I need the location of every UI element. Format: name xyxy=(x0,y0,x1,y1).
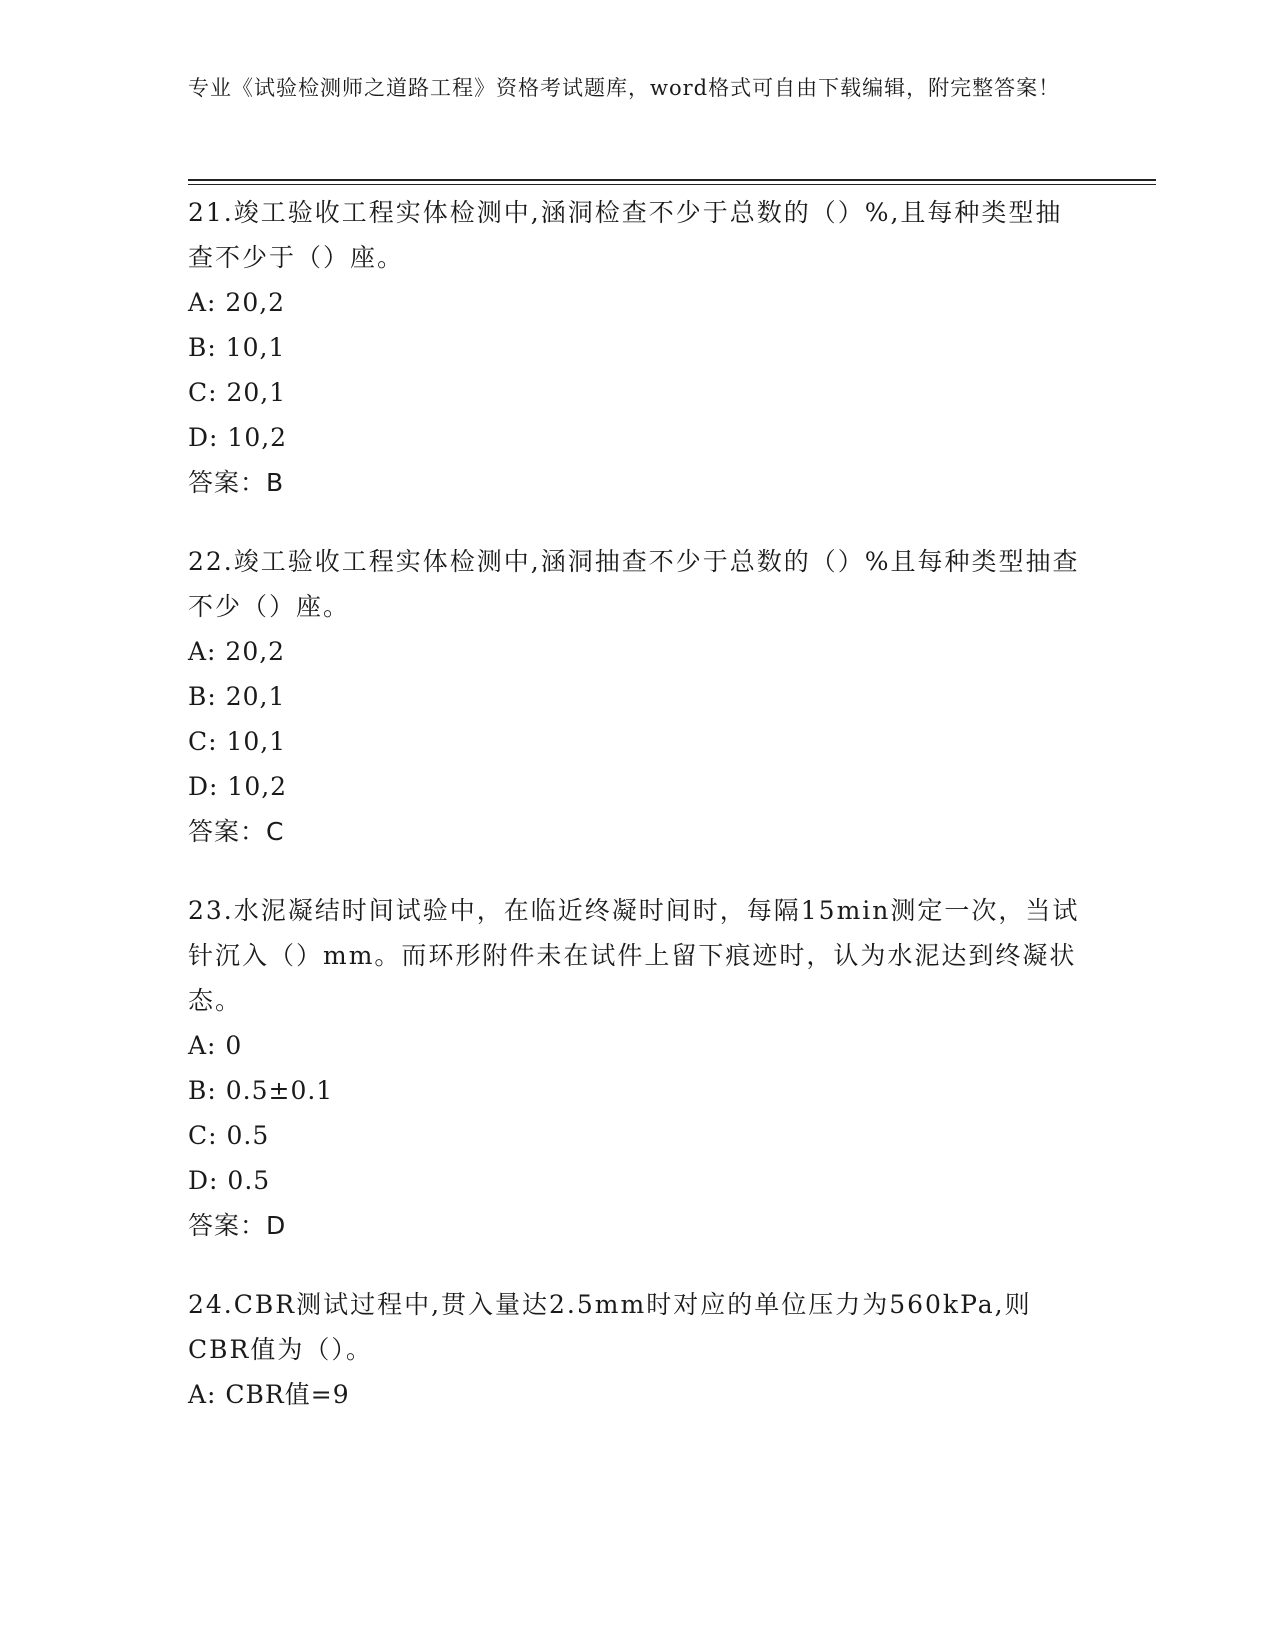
question-stem: 22.竣工验收工程实体检测中,涵洞抽查不少于总数的（）%且每种类型抽查不少（）座。 xyxy=(188,547,1080,621)
option-d: D: 0.5 xyxy=(188,1166,271,1195)
header-divider-thin xyxy=(188,184,1156,185)
option-b: B: 20,1 xyxy=(188,682,286,711)
answer-line: 答案：D xyxy=(188,1211,287,1240)
option-c: C: 10,1 xyxy=(188,727,287,756)
option-c: C: 20,1 xyxy=(188,378,287,407)
document-header: 专业《试验检测师之道路工程》资格考试题库，word格式可自由下载编辑，附完整答案！ xyxy=(188,76,1061,100)
option-d: D: 10,2 xyxy=(188,772,288,801)
question-21 xyxy=(188,190,1088,505)
option-a: A: 20,2 xyxy=(188,288,286,317)
option-b: B: 0.5±0.1 xyxy=(188,1076,334,1105)
question-stem: 23.水泥凝结时间试验中，在临近终凝时间时，每隔15min测定一次，当试针沉入（）mm。而环形附件未在试件上留下痕迹时，认为水泥达到终凝状态。 xyxy=(188,896,1080,1015)
question-24 xyxy=(188,1282,1088,1417)
option-a: A: CBR值=9 xyxy=(188,1380,350,1409)
option-d: D: 10,2 xyxy=(188,423,288,452)
question-stem: 21.竣工验收工程实体检测中,涵洞检查不少于总数的（）%,且每种类型抽查不少于（）座。 xyxy=(188,198,1063,272)
question-23 xyxy=(188,888,1088,1248)
question-list xyxy=(188,190,1088,1451)
option-b: B: 10,1 xyxy=(188,333,286,362)
option-c: C: 0.5 xyxy=(188,1121,270,1150)
question-22 xyxy=(188,539,1088,854)
answer-line: 答案：B xyxy=(188,468,285,497)
answer-line: 答案：C xyxy=(188,817,285,846)
option-a: A: 20,2 xyxy=(188,637,286,666)
header-divider-thick xyxy=(188,179,1156,181)
option-a: A: 0 xyxy=(188,1031,243,1060)
question-stem: 24.CBR测试过程中,贯入量达2.5mm时对应的单位压力为560kPa,则CBR值为（）。 xyxy=(188,1290,1032,1364)
